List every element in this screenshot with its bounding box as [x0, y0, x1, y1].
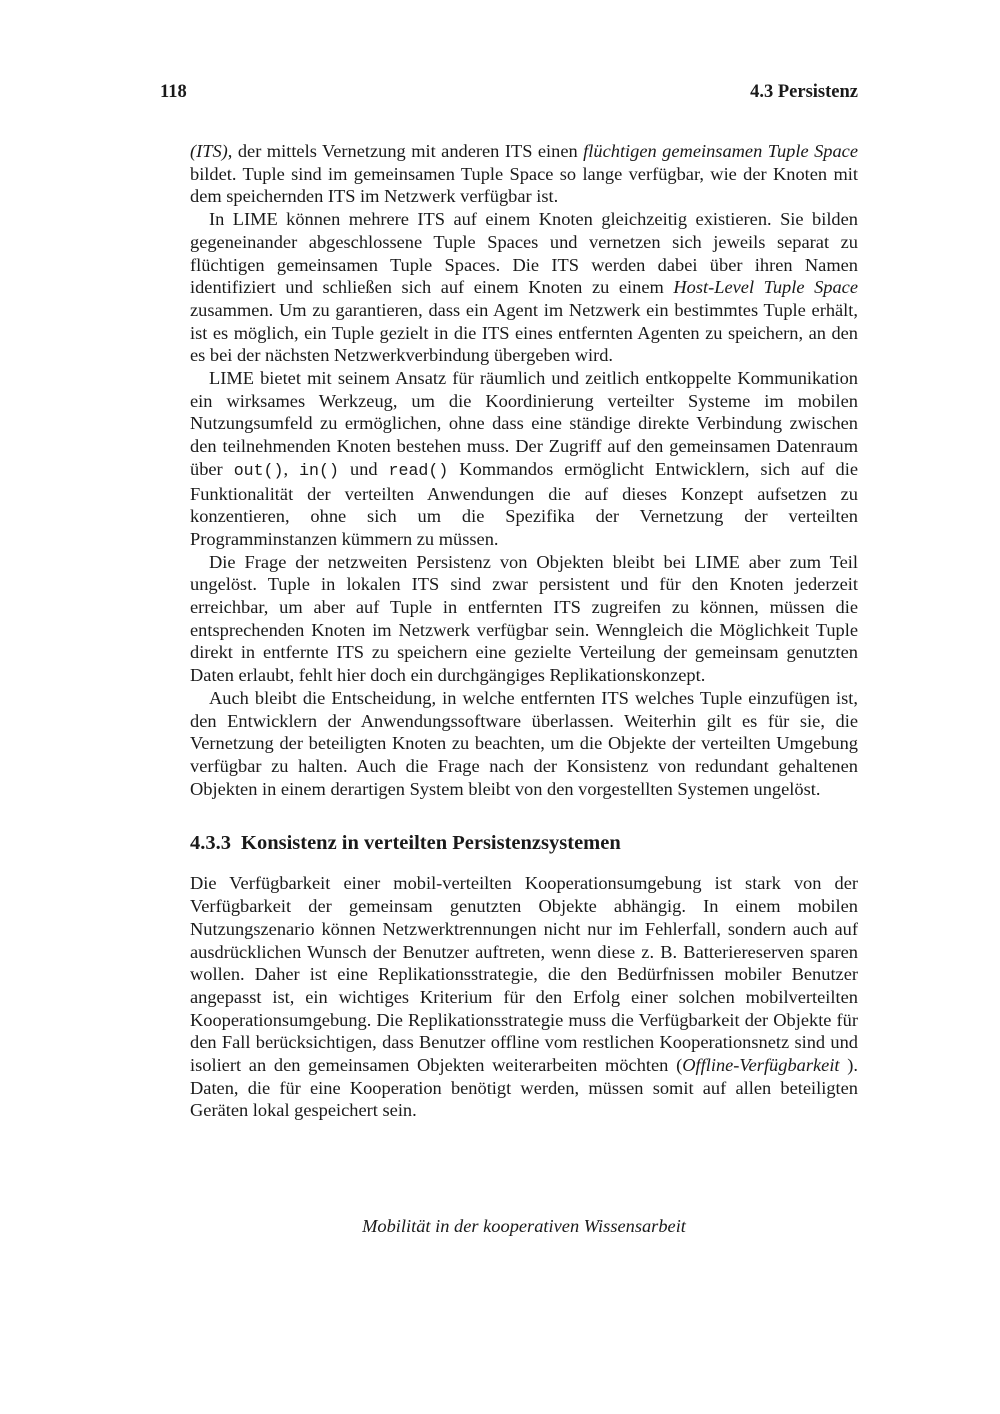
- body-text: [190, 140, 858, 1122]
- paragraph-text: zusammen. Um zu garantieren, dass ein Agent im Netzwerk ein bestimmtes Tuple erhält, ist es möglich, ein Tuple gezielt in die ITS eines entfernten Agenten zu speichern, an den es bei der nächsten Netzwerkverbindung übergeben wird.: [190, 299, 858, 366]
- emphasis-term: Offline-Verfügbarkeit: [682, 1055, 840, 1076]
- section-number: 4.3.3: [190, 832, 231, 855]
- emphasis-term: flüchtigen gemeinsamen Tuple Space: [583, 141, 858, 161]
- its-abbreviation: (ITS): [190, 141, 228, 161]
- paragraph-1: [190, 140, 858, 208]
- code-in: in(): [299, 460, 339, 480]
- paragraph-text: LIME bietet mit seinem Ansatz für räumlich und zeitlich entkoppelte Kommunikation ein wirksames Werkzeug, um die Koordinierung verteilter Systeme im mobilen Nutzungsumfeld zu ermöglichen, ohne dass eine ständige direkte Verbindung zwischen den teilnehmenden Knoten bestehen muss. Der Zugriff auf den gemeinsamen Datenraum über: [190, 368, 858, 479]
- page-header: [160, 82, 858, 112]
- paragraph-text: Kommandos ermöglicht Entwicklern, sich auf die Funktionalität der verteilten Anwendungen die auf dieses Konzept aufsetzen zu konzentieren, ohne sich um die Spezifika der Vernetzung der verteilten Programminstanzen kümmern zu müssen.: [190, 458, 859, 549]
- paragraph-text: , der mittels Vernetzung mit anderen ITS einen: [227, 141, 584, 161]
- section-paragraph: [190, 872, 858, 1122]
- emphasis-term: Host-Level Tuple Space: [673, 277, 858, 298]
- paragraph-text: bildet. Tuple sind im gemeinsamen Tuple Space so lange verfügbar, wie der Knoten mit dem speichernden ITS im Netzwerk verfügbar ist.: [190, 163, 858, 207]
- section-heading: [190, 830, 858, 856]
- paragraph-3: [190, 367, 858, 551]
- paragraph-5: Auch bleibt die Entscheidung, in welche entfernten ITS welches Tuple einzufügen ist, den Entwicklern der Anwendungssoftware überlassen. Weiterhin gilt es für sie, die Vernetzung der beteiligten Knoten zu beachten, um die Objekte der verteilten Umgebung verfügbar zu halten. Auch die Frage nach der Konsistenz von redundant gehaltenen Objekten in einem derartigen System bleibt von den vorgestellten Systemen ungelöst.: [190, 687, 858, 799]
- paragraph-text: und: [338, 458, 389, 479]
- code-out: out(): [233, 460, 284, 480]
- code-read: read(): [388, 460, 449, 480]
- paragraph-2: [190, 208, 858, 367]
- paragraph-text: ). Daten, die für eine Kooperation benötigt werden, müssen somit auf allen beteiligten Geräten lokal gespeichert sein.: [190, 1055, 858, 1121]
- running-head: 4.3 Persistenz: [750, 82, 858, 102]
- paragraph-4: Die Frage der netzweiten Persistenz von Objekten bleibt bei LIME aber zum Teil ungelöst. Tuple in lokalen ITS sind zwar persistent und für den Knoten jederzeit erreichbar, um aber auf Tuple in entfernten ITS zugreifen zu können, müssen die entsprechenden Knoten im Netzwerk verfügbar sein. Wenngleich die Möglichkeit Tuple direkt in entfernte ITS zu speichern eine gezielte Verteilung der gemeinsam genutzten Daten erlaubt, fehlt hier doch ein durchgängiges Replikationskonzept.: [190, 551, 858, 686]
- section-title: Konsistenz in verteilten Persistenzsystemen: [241, 832, 621, 855]
- paragraph-text: In LIME können mehrere ITS auf einem Knoten gleichzeitig existieren. Sie bilden gegeneinander abgeschlossene Tuple Spaces und vernetzen sich jeweils separat zu flüchtigen gemeinsamen Tuple Spaces. Die ITS werden dabei über ihren Namen identifiziert und schließen sich auf einem Knoten zu einem: [190, 209, 858, 298]
- paragraph-text: ,: [283, 458, 300, 479]
- paragraph-text: Die Verfügbarkeit einer mobil-verteilten Kooperationsumgebung ist stark von der Verfügbarkeit der gemeinsam genutzten Objekte abhängig. In einem mobilen Nutzungszenario können Netzwerktrennungen nicht nur im Fehlerfall, sondern auch auf ausdrücklichen Wunsch der Benutzer auftreten, wenn diese z. B. Batteriereserven sparen wollen. Daher ist eine Replikationsstrategie, die den Bedürfnissen mobiler Benutzer angepasst ist, ein wichtiges Kriterium für den Erfolg einer solchen mobilverteilten Kooperationsumgebung. Die Replikationsstrategie muss die Verfügbarkeit der Objekte für den Fall berücksichtigen, dass Benutzer offline vom restlichen Kooperationsnetz sind und isoliert an den gemeinsamen Objekten weiterarbeiten möchten (: [190, 873, 858, 1076]
- page-number: 118: [160, 82, 187, 102]
- page-footer: Mobilität in der kooperativen Wissensarbeit: [362, 1216, 686, 1236]
